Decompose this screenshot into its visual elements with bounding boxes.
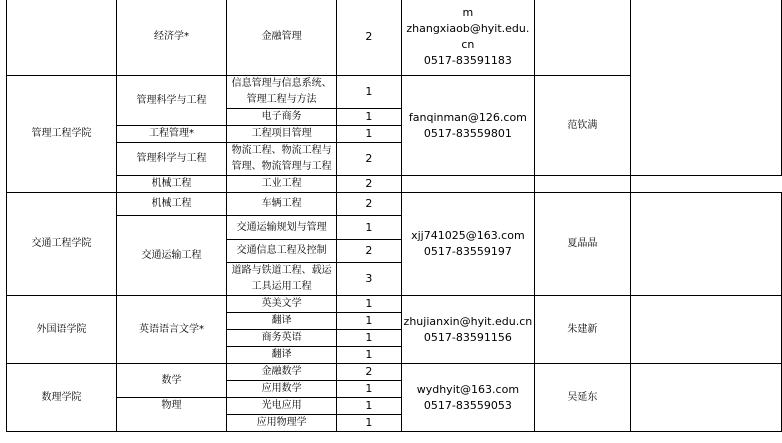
- person-cell: 朱建新: [535, 296, 630, 364]
- major-cell: 管理科学与工程: [116, 76, 226, 126]
- direction-cell: 物流工程、物流工程与管理、物流管理与工程: [226, 143, 336, 176]
- count-cell: 1: [337, 398, 401, 415]
- remarks-cell: [630, 296, 781, 364]
- direction-cell: 金融管理: [226, 0, 336, 76]
- count-cell: 2: [337, 240, 401, 263]
- direction-cell: 商务英语: [226, 330, 336, 347]
- major-cell: 管理科学与工程: [116, 143, 226, 176]
- count-cell: 2: [337, 176, 401, 193]
- major-cell: 工程管理*: [116, 126, 226, 143]
- person-cell: [535, 0, 630, 76]
- direction-cell: 翻译: [226, 347, 336, 364]
- college-cell: 数理学院: [7, 364, 117, 432]
- direction-cell: 交通运输规划与管理: [226, 216, 336, 240]
- contact-email: xjj741025@163.com: [411, 229, 525, 242]
- college-cell: 外国语学院: [7, 296, 117, 364]
- contact-cell: [401, 193, 535, 296]
- direction-cell: 应用物理学: [226, 415, 336, 432]
- contact-cell: [401, 176, 535, 193]
- major-cell: 机械工程: [116, 193, 226, 216]
- contact-email: wydhyit@163.com: [416, 382, 520, 396]
- count-cell: 1: [337, 76, 401, 109]
- direction-cell: 工业工程: [226, 176, 336, 193]
- contact-cell: [401, 76, 535, 176]
- remarks-cell: [630, 193, 781, 296]
- person-cell: 范钦满: [535, 76, 630, 176]
- table-row: [7, 176, 782, 193]
- major-cell: 交通运输工程: [116, 216, 226, 296]
- direction-cell: 电子商务: [226, 109, 336, 126]
- count-cell: 1: [337, 109, 401, 126]
- count-cell: 1: [337, 330, 401, 347]
- count-cell: 1: [337, 296, 401, 313]
- major-cell: 机械工程: [116, 176, 226, 193]
- contact-phone: 0517-83559197: [423, 245, 512, 258]
- contact-email: zhujianxin@hyit.edu.cn: [403, 314, 533, 328]
- contact-cell: [401, 0, 535, 76]
- direction-cell: 翻译: [226, 313, 336, 330]
- remarks-cell: [630, 0, 781, 176]
- count-cell: 3: [337, 263, 401, 296]
- direction-cell: 应用数学: [226, 381, 336, 398]
- direction-cell: 车辆工程: [226, 193, 336, 216]
- contact-phone: 0517-83591156: [423, 330, 512, 344]
- table-row: [7, 364, 782, 381]
- contact-email: fanqinman@126.com: [408, 110, 527, 124]
- direction-cell: 信息管理与信息系统、管理工程与方法: [226, 76, 336, 109]
- count-cell: 2: [337, 193, 401, 216]
- remarks-cell: [630, 364, 781, 432]
- contact-phone: 0517-83559053: [423, 398, 512, 412]
- table-row: [7, 296, 782, 313]
- recruitment-table: [6, 0, 782, 432]
- contact-email: cn: [461, 38, 475, 51]
- contact-email: zhangxiaob@hyit.edu.: [406, 22, 530, 35]
- person-cell: [535, 176, 630, 193]
- person-cell: 吴延东: [535, 364, 630, 432]
- direction-cell: 交通信息工程及控制: [226, 240, 336, 263]
- college-cell: 管理工程学院: [7, 76, 117, 193]
- count-cell: 2: [337, 364, 401, 381]
- contact-cell: [401, 296, 535, 364]
- count-cell: 1: [337, 313, 401, 330]
- count-cell: 1: [337, 126, 401, 143]
- person-cell: 夏晶晶: [535, 193, 630, 296]
- count-cell: 2: [337, 0, 401, 76]
- college-cell: [7, 0, 117, 76]
- contact-phone: 0517-83591183: [423, 54, 512, 67]
- direction-cell: 光电应用: [226, 398, 336, 415]
- table-row: [7, 0, 782, 76]
- major-cell: 英语语言文学*: [116, 296, 226, 364]
- direction-cell: 英美文学: [226, 296, 336, 313]
- count-cell: 1: [337, 415, 401, 432]
- direction-cell: 金融数学: [226, 364, 336, 381]
- direction-cell: 工程项目管理: [226, 126, 336, 143]
- college-cell: 交通工程学院: [7, 193, 117, 296]
- major-cell: 经济学*: [116, 0, 226, 76]
- major-cell: 物理: [116, 398, 226, 432]
- contact-email: m: [462, 6, 474, 19]
- count-cell: 1: [337, 347, 401, 364]
- direction-cell: 道路与铁道工程、载运工具运用工程: [226, 263, 336, 296]
- count-cell: 2: [337, 143, 401, 176]
- count-cell: 1: [337, 381, 401, 398]
- contact-phone: 0517-83559801: [423, 126, 512, 140]
- contact-cell: [401, 364, 535, 432]
- count-cell: 1: [337, 216, 401, 240]
- major-cell: 数学: [116, 364, 226, 398]
- table-row: [7, 193, 782, 216]
